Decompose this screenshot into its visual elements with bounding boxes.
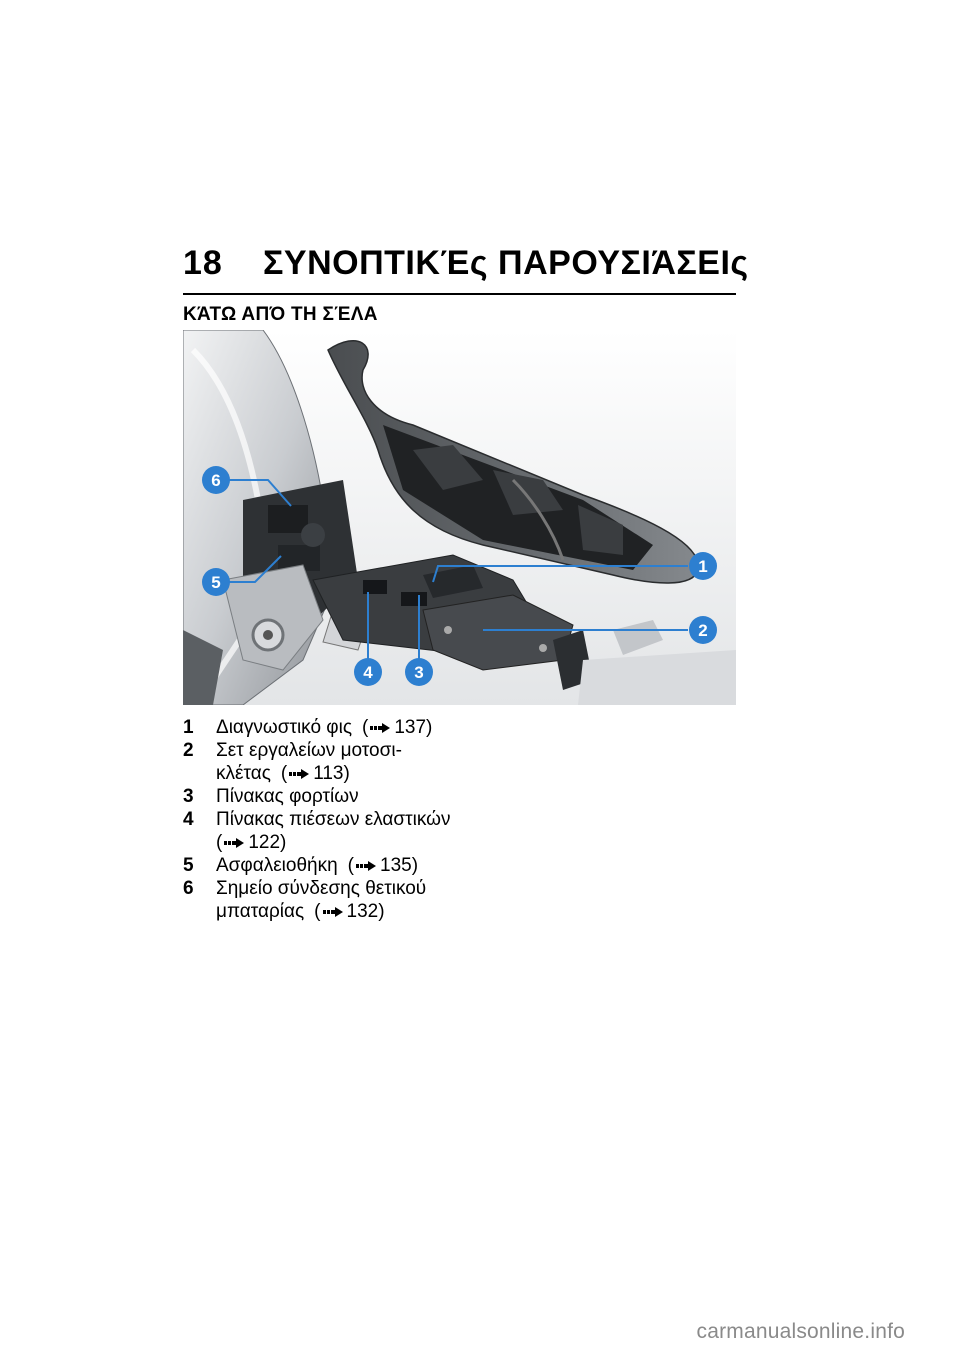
under-seat-illustration xyxy=(183,330,736,705)
page-reference-number: 135) xyxy=(380,855,419,876)
legend-line xyxy=(216,900,583,923)
page-reference-open: ( xyxy=(347,855,354,876)
legend-item xyxy=(183,739,583,785)
callout-3: 3 xyxy=(414,663,424,682)
page-reference[interactable] xyxy=(362,717,432,738)
page-reference-arrow-icon xyxy=(224,838,244,848)
legend-description xyxy=(216,739,583,785)
page-reference-open: ( xyxy=(362,717,369,738)
page-reference-open: ( xyxy=(314,901,321,922)
page-reference[interactable] xyxy=(216,832,286,853)
page-reference-arrow-icon xyxy=(356,861,376,871)
legend-number: 4 xyxy=(183,809,194,830)
legend-item xyxy=(183,877,583,923)
legend-line-text: Ασφαλειοθήκη xyxy=(216,855,338,876)
page-reference-arrow-icon xyxy=(323,907,343,917)
legend-line-text: Σημείο σύνδεσης θετικού xyxy=(216,878,427,899)
legend-description xyxy=(216,716,583,739)
legend-line xyxy=(216,716,583,739)
legend-number: 5 xyxy=(183,855,194,876)
header-divider xyxy=(183,293,736,295)
callout-5: 5 xyxy=(211,573,221,592)
callout-6: 6 xyxy=(211,471,221,490)
page-reference-open: ( xyxy=(280,763,288,784)
legend-line xyxy=(216,854,583,877)
legend-line-text: Σετ εργαλείων μοτοσι- xyxy=(216,740,402,761)
watermark: carmanualsonline.info xyxy=(696,1320,905,1343)
page-reference[interactable] xyxy=(281,763,350,784)
legend-line xyxy=(216,762,583,785)
callout-2: 2 xyxy=(698,621,708,640)
page-number: 18 xyxy=(183,244,223,282)
chapter-title: ΣΥΝΟΠΤΙΚΈς ΠΑΡΟΥΣΙΆΣΕΙς xyxy=(263,244,749,282)
legend-line xyxy=(216,831,583,854)
component-legend xyxy=(183,716,583,923)
callout-4: 4 xyxy=(363,663,373,682)
legend-line-text: Πίνακας φορτίων xyxy=(216,786,359,807)
page-reference[interactable] xyxy=(348,855,418,876)
page-header xyxy=(183,244,749,284)
page-reference-arrow-icon xyxy=(289,769,309,779)
legend-line-text: κλέτας xyxy=(216,763,271,784)
legend-description xyxy=(216,854,583,877)
legend-number: 6 xyxy=(183,878,194,899)
legend-item xyxy=(183,785,583,808)
legend-item xyxy=(183,808,583,854)
legend-description xyxy=(216,808,583,854)
legend-description xyxy=(216,785,583,808)
legend-line xyxy=(216,785,583,808)
page-reference-number: 132) xyxy=(346,901,385,922)
legend-line-text: Πίνακας πιέσεων ελαστικών xyxy=(216,809,451,830)
legend-item xyxy=(183,854,583,877)
legend-number: 2 xyxy=(183,740,194,761)
legend-number: 1 xyxy=(183,717,194,738)
page-reference-number: 137) xyxy=(394,717,433,738)
legend-line-text: Διαγνωστικό φις xyxy=(216,717,352,738)
legend-description xyxy=(216,877,583,923)
legend-line xyxy=(216,739,583,762)
legend-line xyxy=(216,808,583,831)
page-reference-number: 122) xyxy=(248,832,287,853)
section-title: ΚΆΤΩ ΑΠΌ ΤΗ ΣΈΛΑ xyxy=(183,304,378,325)
legend-item xyxy=(183,716,583,739)
page-reference-open: ( xyxy=(216,832,223,853)
page-reference-number: 113) xyxy=(313,763,350,784)
callout-1: 1 xyxy=(698,557,708,576)
legend-number: 3 xyxy=(183,786,194,807)
legend-line-text: μπαταρίας xyxy=(216,901,305,922)
page-reference[interactable] xyxy=(314,901,384,922)
legend-line xyxy=(216,877,583,900)
page-reference-arrow-icon xyxy=(370,723,390,733)
